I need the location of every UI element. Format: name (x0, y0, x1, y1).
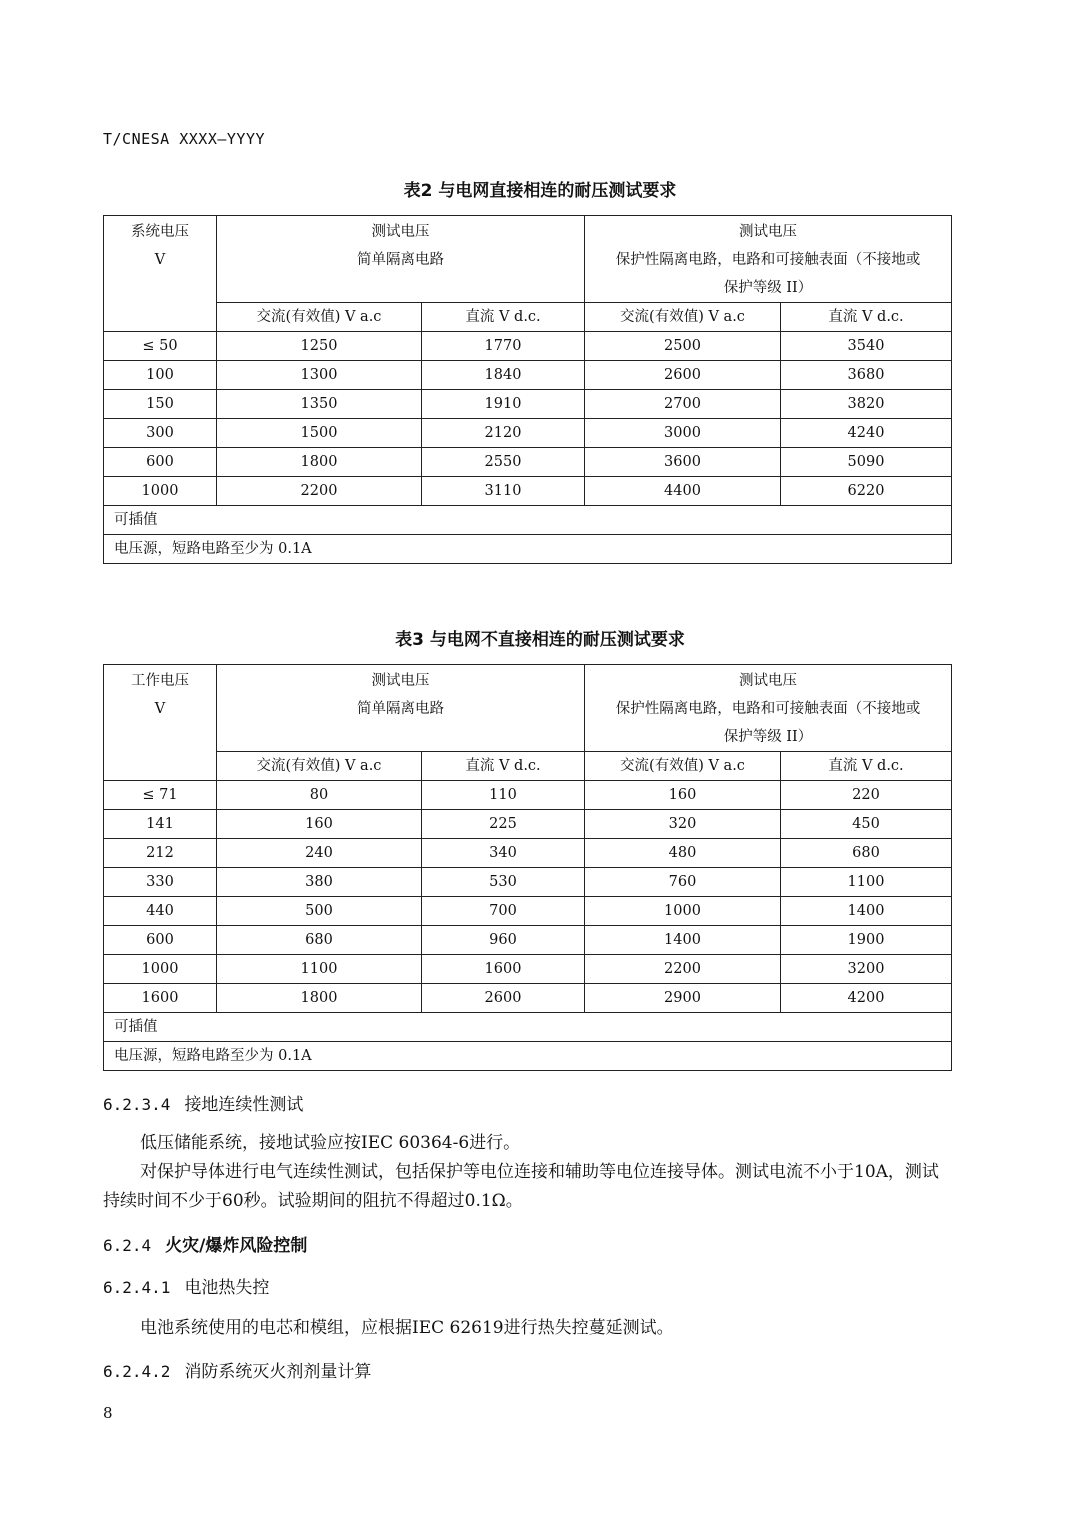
table2-sub-ac2: 交流(有效值) V a.c (585, 303, 781, 332)
table2-group2-sub2: 保护等级 II） (723, 280, 813, 296)
table2-group1-sub: 简单隔离电路 (357, 252, 444, 268)
table-cell: 4200 (781, 984, 952, 1013)
table2-header-row (104, 216, 952, 303)
table-cell: 1800 (217, 984, 422, 1013)
table-cell: 5090 (781, 448, 952, 477)
table3-col0-label: 工作电压 (131, 673, 189, 689)
table-cell: 1100 (217, 955, 422, 984)
table-cell: 3820 (781, 390, 952, 419)
table-cell: ≤ 50 (104, 332, 217, 361)
table-cell: 3000 (585, 419, 781, 448)
table-cell: 2550 (422, 448, 585, 477)
table3-subheader-row (104, 752, 952, 781)
table2-col0-header (104, 216, 217, 332)
section-6-2-4-2-heading (103, 1357, 371, 1382)
table-cell: 380 (217, 868, 422, 897)
table-cell: 6220 (781, 477, 952, 506)
section-6-2-3-4-heading (103, 1090, 303, 1115)
table-cell: 680 (217, 926, 422, 955)
table-cell: 225 (422, 810, 585, 839)
table-cell: 160 (585, 781, 781, 810)
table-row (104, 390, 952, 419)
table2-sub-dc2: 直流 V d.c. (781, 303, 952, 332)
table-cell: 100 (104, 361, 217, 390)
table3-group2-header (585, 665, 952, 752)
table-cell: 1900 (781, 926, 952, 955)
section-number: 6.2.4 (103, 1236, 152, 1255)
table3-header-row (104, 665, 952, 752)
table-row (104, 926, 952, 955)
table-cell: 80 (217, 781, 422, 810)
table3-sub-dc1: 直流 V d.c. (422, 752, 585, 781)
table-row (104, 810, 952, 839)
table-cell: 4400 (585, 477, 781, 506)
table-row (104, 984, 952, 1013)
table-cell: 440 (104, 897, 217, 926)
table-cell: 1000 (585, 897, 781, 926)
table-cell: 110 (422, 781, 585, 810)
table3-sub-ac1: 交流(有效值) V a.c (217, 752, 422, 781)
section-number: 6.2.4.2 (103, 1362, 171, 1381)
section-6-2-4-1-heading (103, 1273, 269, 1298)
table3-col0-unit: V (154, 701, 166, 717)
table-cell: 220 (781, 781, 952, 810)
section-title: 电池热失控 (184, 1278, 270, 1298)
table-row (104, 448, 952, 477)
table-cell: 2120 (422, 419, 585, 448)
table-cell: 1250 (217, 332, 422, 361)
table-cell: 2200 (217, 477, 422, 506)
table2-group2-sub: 保护性隔离电路，电路和可接触表面（不接地或 (615, 252, 921, 268)
table-cell: 1500 (217, 419, 422, 448)
table-cell: 141 (104, 810, 217, 839)
section-title: 火灾/爆炸风险控制 (165, 1236, 308, 1256)
section-number: 6.2.4.1 (103, 1278, 171, 1297)
table-cell: 2600 (422, 984, 585, 1013)
table-cell: 600 (104, 448, 217, 477)
table2-group1-header (217, 216, 585, 303)
table-cell: 1770 (422, 332, 585, 361)
table3-group2-sub2: 保护等级 II） (723, 729, 813, 745)
table-row (104, 781, 952, 810)
table3 (103, 664, 952, 1071)
table-cell: ≤ 71 (104, 781, 217, 810)
table-cell: 600 (104, 926, 217, 955)
table-cell: 2600 (585, 361, 781, 390)
section-6-2-4-heading (103, 1231, 307, 1256)
table-cell: 240 (217, 839, 422, 868)
table-cell: 680 (781, 839, 952, 868)
table2-note-source: 电压源，短路电路至少为 0.1A (104, 535, 952, 564)
table-cell: 1300 (217, 361, 422, 390)
table-row (104, 955, 952, 984)
page-number: 8 (103, 1404, 113, 1422)
table2-col0-label: 系统电压 (131, 224, 189, 240)
table3-group1-label: 测试电压 (371, 673, 430, 689)
section-6-2-3-4-paragraph-2: 对保护导体进行电气连续性测试，包括保护等电位连接和辅助等电位连接导体。测试电流不小于10A，测试持续时间不少于60秒。试验期间的阻抗不得超过0.1Ω。 (103, 1162, 939, 1211)
table-row (104, 419, 952, 448)
section-title: 消防系统灭火剂剂量计算 (184, 1362, 372, 1382)
section-6-2-4-1-paragraph: 电池系统使用的电芯和模组，应根据IEC 62619进行热失控蔓延测试。 (140, 1318, 674, 1338)
table-row (104, 839, 952, 868)
table-cell: 1100 (781, 868, 952, 897)
table-cell: 1910 (422, 390, 585, 419)
section-number: 6.2.3.4 (103, 1095, 171, 1114)
table-cell: 160 (217, 810, 422, 839)
table-cell: 2900 (585, 984, 781, 1013)
table-row (104, 361, 952, 390)
table2-group1-label: 测试电压 (371, 224, 430, 240)
table2-sub-ac1: 交流(有效值) V a.c (217, 303, 422, 332)
table-cell: 150 (104, 390, 217, 419)
table-cell: 212 (104, 839, 217, 868)
table-cell: 4240 (781, 419, 952, 448)
table3-group1-sub: 简单隔离电路 (357, 701, 444, 717)
table-cell: 3600 (585, 448, 781, 477)
table2-sub-dc1: 直流 V d.c. (422, 303, 585, 332)
table-cell: 300 (104, 419, 217, 448)
table-cell: 960 (422, 926, 585, 955)
table3-sub-ac2: 交流(有效值) V a.c (585, 752, 781, 781)
table-cell: 3680 (781, 361, 952, 390)
table3-note-row (104, 1042, 952, 1071)
document-code: T/CNESA XXXX—YYYY (103, 130, 266, 148)
table2-note-interpolation: 可插值 (104, 506, 952, 535)
table-cell: 1350 (217, 390, 422, 419)
table-cell: 330 (104, 868, 217, 897)
table-cell: 2700 (585, 390, 781, 419)
table-cell: 2200 (585, 955, 781, 984)
table-cell: 530 (422, 868, 585, 897)
section-title: 接地连续性测试 (184, 1095, 304, 1115)
table-cell: 3110 (422, 477, 585, 506)
table-cell: 1600 (422, 955, 585, 984)
table-row (104, 477, 952, 506)
table3-note-row (104, 1013, 952, 1042)
table3-group1-header (217, 665, 585, 752)
table2 (103, 215, 952, 564)
table3-group2-label: 测试电压 (739, 673, 797, 689)
table2-subheader-row (104, 303, 952, 332)
table-cell: 3200 (781, 955, 952, 984)
table-cell: 1000 (104, 955, 217, 984)
table3-note-source: 电压源，短路电路至少为 0.1A (104, 1042, 952, 1071)
table-row (104, 868, 952, 897)
table-cell: 2500 (585, 332, 781, 361)
table3-title: 表3 与电网不直接相连的耐压测试要求 (395, 630, 685, 650)
table-cell: 1800 (217, 448, 422, 477)
table-cell: 1000 (104, 477, 217, 506)
table3-note-interpolation: 可插值 (104, 1013, 952, 1042)
table-cell: 320 (585, 810, 781, 839)
table-row (104, 897, 952, 926)
table3-col0-header (104, 665, 217, 781)
section-6-2-3-4-paragraph-1: 低压储能系统，接地试验应按IEC 60364-6进行。 (140, 1133, 521, 1153)
table-cell: 3540 (781, 332, 952, 361)
table-cell: 500 (217, 897, 422, 926)
table-cell: 700 (422, 897, 585, 926)
table-cell: 450 (781, 810, 952, 839)
table2-note-row (104, 506, 952, 535)
table2-group2-header (585, 216, 952, 303)
table2-note-row (104, 535, 952, 564)
table-cell: 1840 (422, 361, 585, 390)
table-cell: 480 (585, 839, 781, 868)
table3-group2-sub: 保护性隔离电路，电路和可接触表面（不接地或 (615, 701, 921, 717)
table2-title: 表2 与电网直接相连的耐压测试要求 (403, 181, 677, 201)
table3-sub-dc2: 直流 V d.c. (781, 752, 952, 781)
table-cell: 1400 (585, 926, 781, 955)
table-cell: 760 (585, 868, 781, 897)
table-cell: 1400 (781, 897, 952, 926)
table2-col0-unit: V (154, 252, 166, 268)
table2-group2-label: 测试电压 (739, 224, 797, 240)
table-row (104, 332, 952, 361)
table-cell: 1600 (104, 984, 217, 1013)
table-cell: 340 (422, 839, 585, 868)
